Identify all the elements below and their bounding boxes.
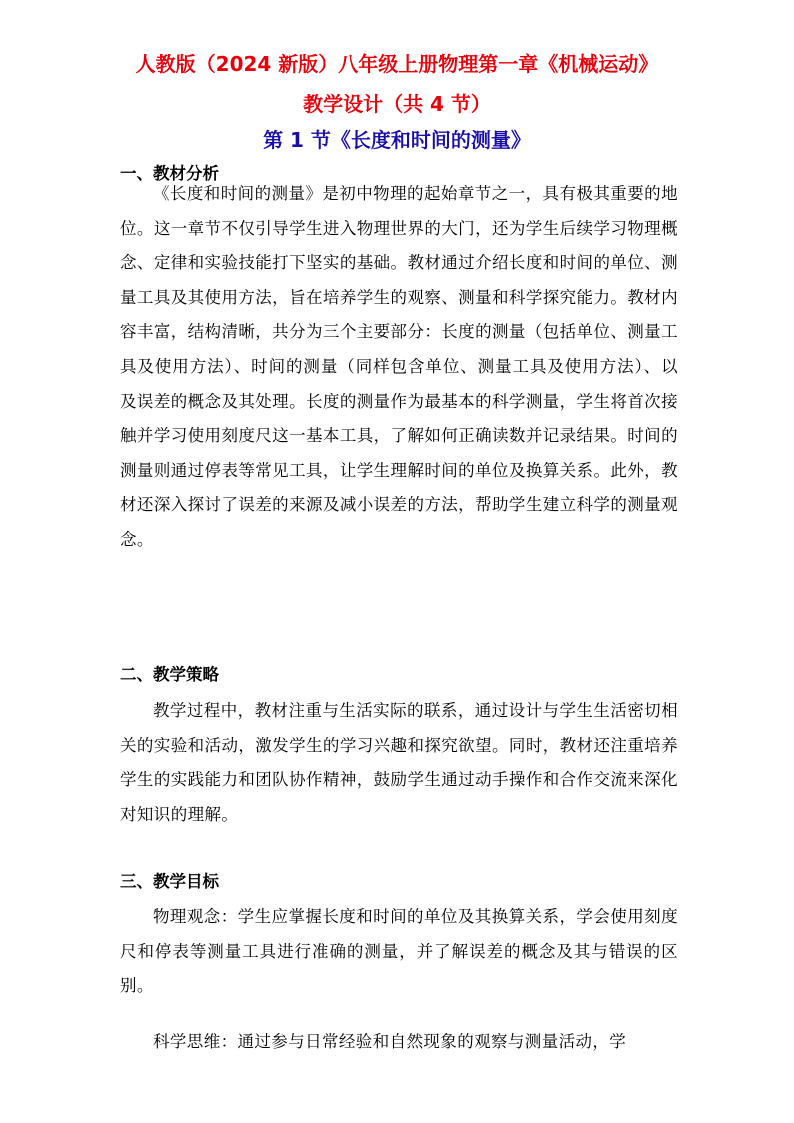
heading-textbook-analysis: 一、教材分析 xyxy=(120,164,219,183)
document-subtitle: 教学设计（共 4 节） xyxy=(303,92,491,116)
heading-teaching-goals: 三、教学目标 xyxy=(120,872,219,891)
document-title: 人教版（2024 新版）八年级上册物理第一章《机械运动》 xyxy=(135,52,659,76)
paragraph-scientific-thinking: 科学思维：通过参与日常经验和自然现象的观察与测量活动，学 xyxy=(153,1032,627,1051)
section-title: 第 1 节《长度和时间的测量》 xyxy=(263,128,531,152)
paragraph-teaching-strategy: 教学过程中，教材注重与生活实际的联系，通过设计与学生生活密切相关的实验和活动，激发学生的学习兴趣和探究欲望。同时，教材还注重培养学生的实践能力和团队协作精神，鼓励学生通过动手操作和合作交流来深化对知识的理解。 xyxy=(120,701,678,824)
paragraph-textbook-analysis: 《长度和时间的测量》是初中物理的起始章节之一，具有极其重要的地位。这一章节不仅引导学生进入物理世界的大门，还为学生后续学习物理概念、定律和实验技能打下坚实的基础。教材通过介绍长度和时间的单位、测量工具及其使用方法，旨在培养学生的观察、测量和科学探究能力。教材内容丰富，结构清晰，共分为三个主要部分：长度的测量（包括单位、测量工具及使用方法）、时间的测量（同样包含单位、测量工具及使用方法）、以及误差的概念及其处理。长度的测量作为最基本的科学测量，学生将首次接触并学习使用刻度尺这一基本工具，了解如何正确读数并记录结果。时间的测量则通过停表等常见工具，让学生理解时间的单位及换算关系。此外，教材还深入探讨了误差的来源及减小误差的方法，帮助学生建立科学的测量观念。 xyxy=(120,184,678,549)
heading-teaching-strategy: 二、教学策略 xyxy=(120,665,219,684)
paragraph-physics-concept: 物理观念：学生应掌握长度和时间的单位及其换算关系，学会使用刻度尺和停表等测量工具进行准确的测量，并了解误差的概念及其与错误的区别。 xyxy=(120,907,678,996)
